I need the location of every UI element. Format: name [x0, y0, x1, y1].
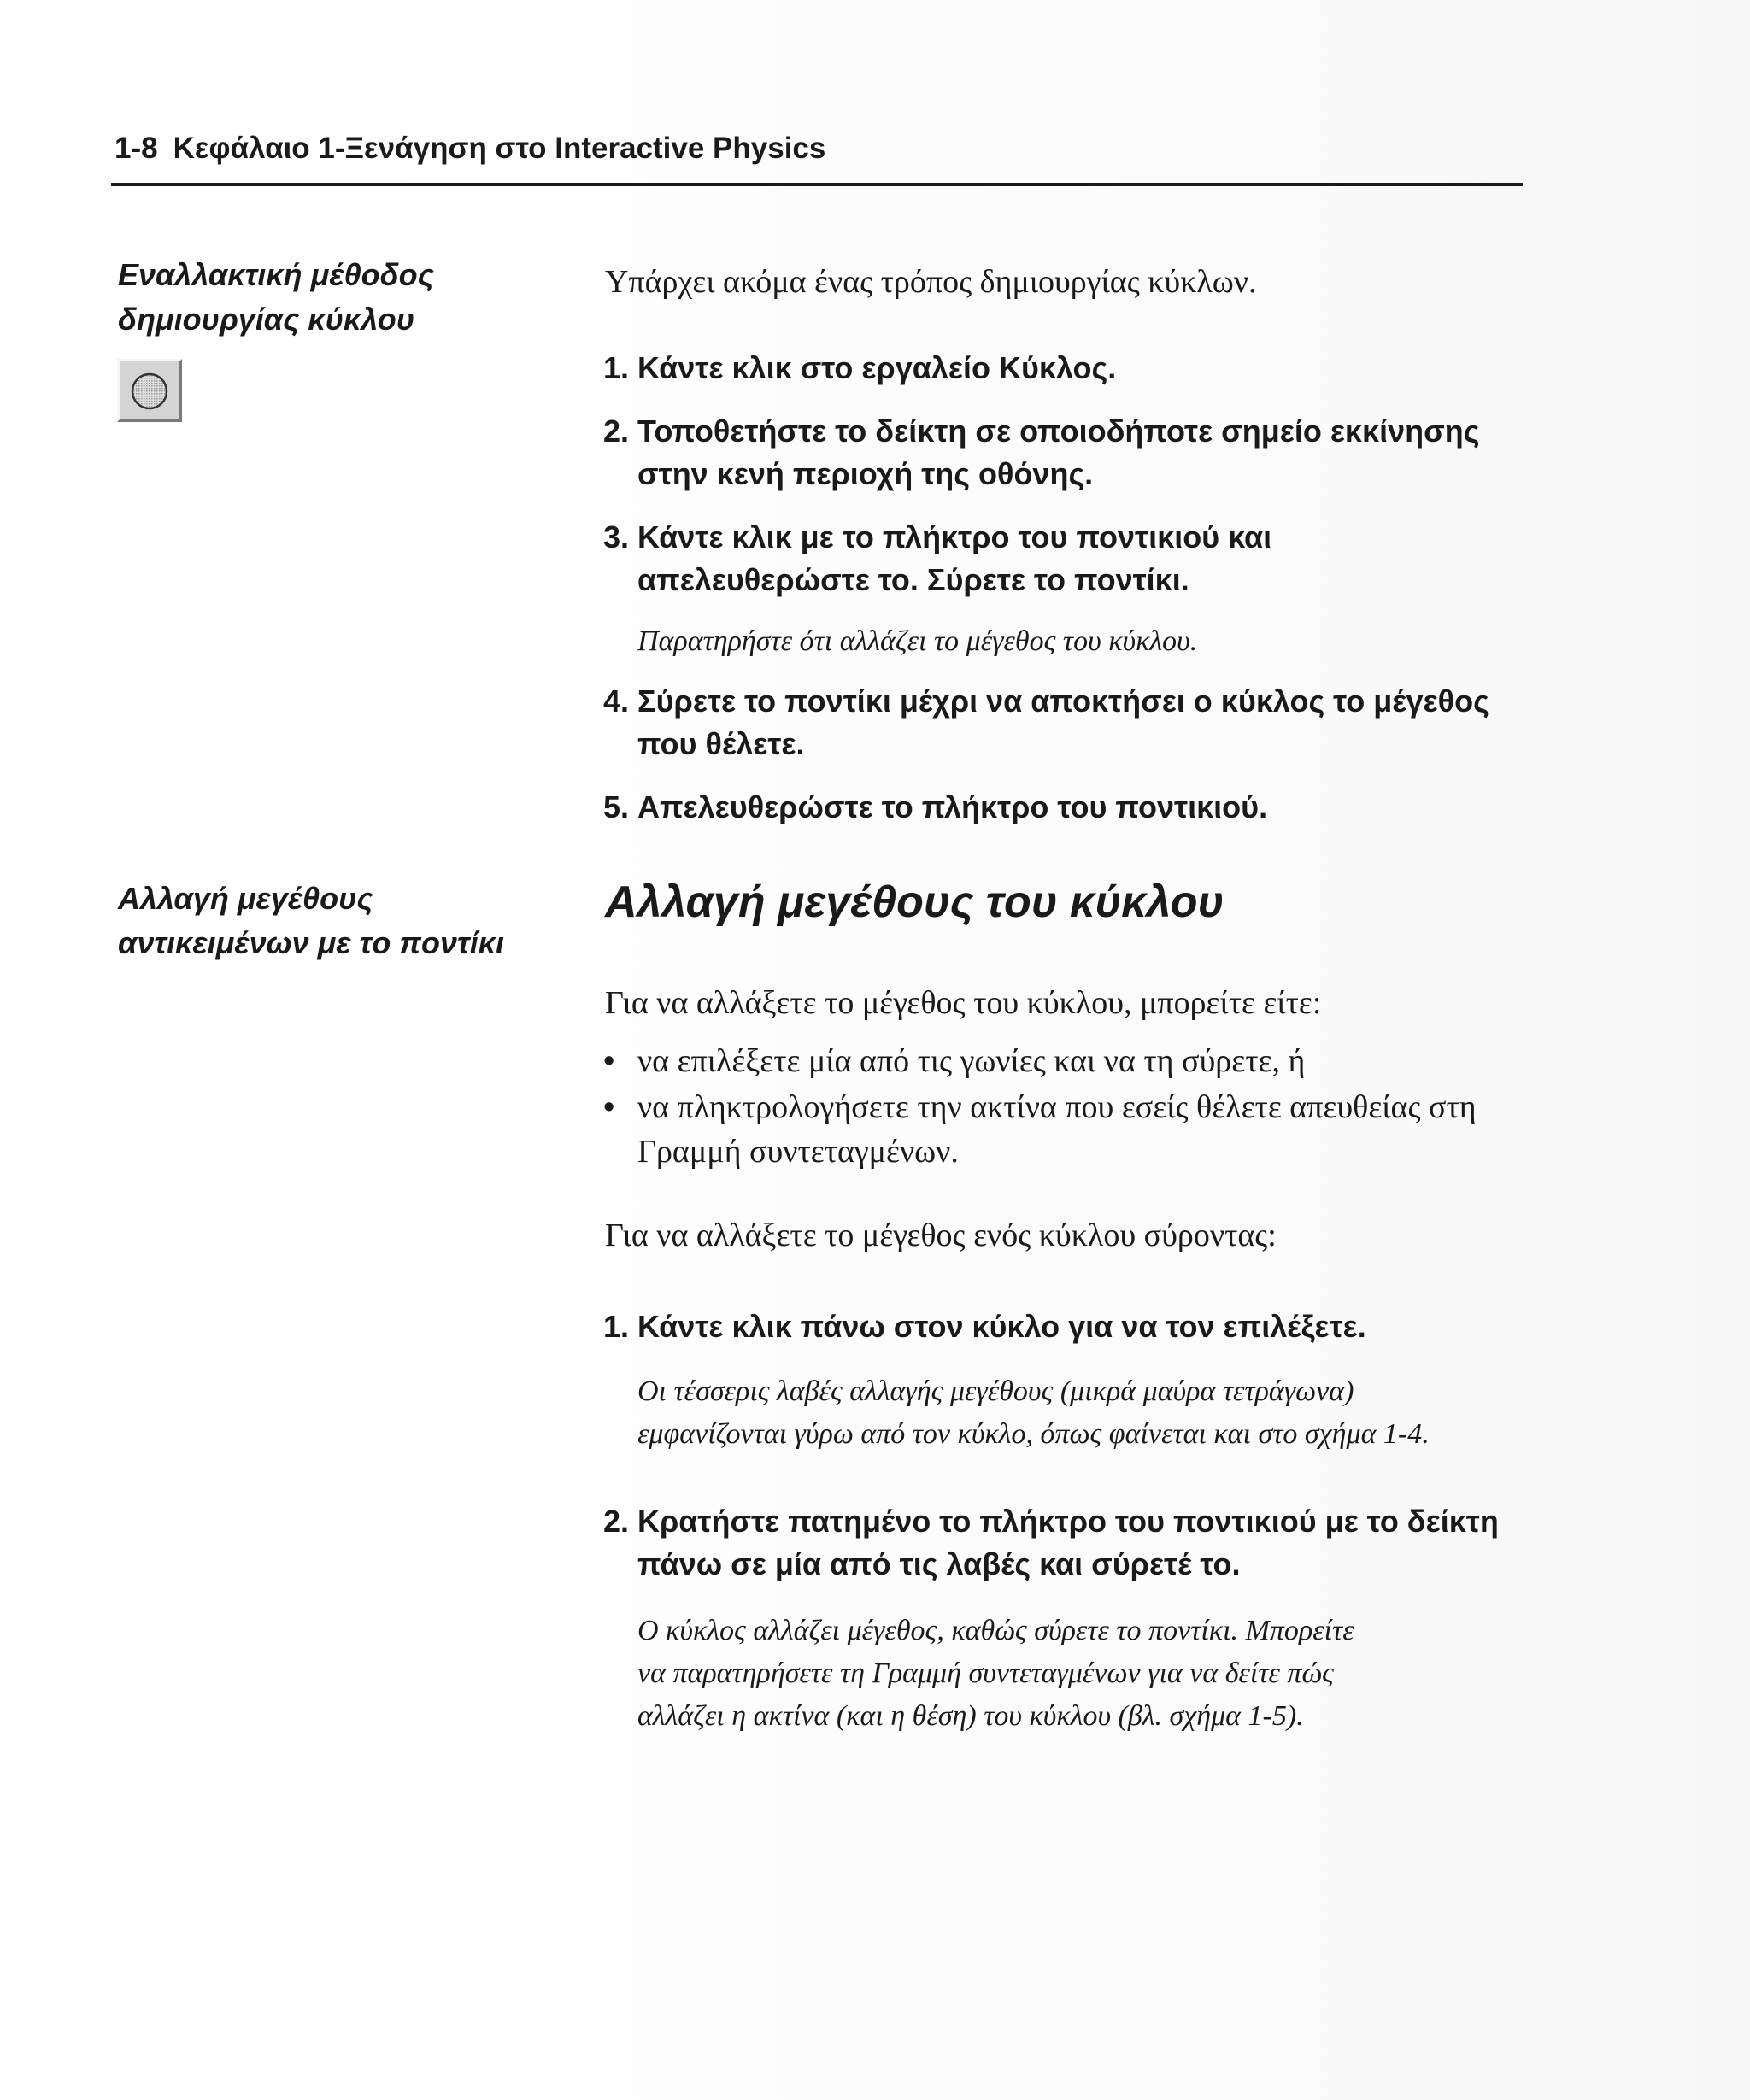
section1-step-3 [603, 516, 1271, 601]
section1-intro: Υπάρχει ακόμα ένας τρόπος δημιουργίας κύκλων. [605, 264, 1257, 300]
page-number: 1-8 [115, 132, 158, 165]
step-number: 4. [603, 683, 630, 719]
header-text [115, 132, 825, 166]
section2-note-step2 [637, 1610, 1354, 1738]
step-text: Κάντε κλικ στο εργαλείο Κύκλος. [637, 350, 1117, 385]
sidebar-note-alt-method [118, 253, 434, 342]
section1-step-5 [603, 786, 1267, 829]
step-text: στην κενή περιοχή της οθόνης. [637, 456, 1094, 491]
step-number: 1. [603, 1309, 630, 1344]
bullet-symbol: • [603, 1089, 615, 1125]
step-text: Κρατήστε πατημένο το πλήκτρο του ποντικιού με το δείκτη [637, 1504, 1499, 1539]
step-text: Σύρετε το ποντίκι μέχρι να αποκτήσει ο κύκλος το μέγεθος [637, 683, 1489, 719]
note-line: εμφανίζονται γύρω από τον κύκλο, όπως φαίνεται και στο σχήμα 1-4. [637, 1418, 1430, 1450]
step-number: 5. [603, 789, 630, 824]
section2-bullet-2 [603, 1085, 1477, 1174]
step-text: που θέλετε. [637, 726, 805, 761]
note-line: Ο κύκλος αλλάζει μέγεθος, καθώς σύρετε το ποντίκι. Μπορείτε [637, 1615, 1354, 1646]
bullet-symbol: • [603, 1043, 615, 1079]
section1-step-4 [603, 680, 1489, 766]
step-text: Κάντε κλικ με το πλήκτρο του ποντικιού και [637, 519, 1272, 554]
circle-tool-icon [117, 359, 182, 422]
step-number: 2. [603, 414, 630, 449]
section2-note-step1 [637, 1370, 1430, 1456]
chapter-title: Κεφάλαιο 1-Ξενάγηση στο Interactive Physics [173, 132, 826, 165]
section2-intro: Για να αλλάξετε το μέγεθος του κύκλου, μπορείτε είτε: [605, 985, 1322, 1021]
step-number: 1. [603, 350, 630, 385]
sidebar-note-line: Αλλαγή μεγέθους [118, 881, 373, 916]
section2-step-2 [603, 1500, 1499, 1586]
step-text: πάνω σε μία από τις λαβές και σύρετέ το. [637, 1546, 1241, 1581]
section2-bullet-1 [603, 1039, 1305, 1083]
step-number: 2. [603, 1504, 630, 1539]
section1-note-step3: Παρατηρήστε ότι αλλάζει το μέγεθος του κύκλου. [637, 625, 1198, 657]
section2-drag-intro: Για να αλλάξετε το μέγεθος ενός κύκλου σύροντας: [605, 1217, 1277, 1253]
note-line: να παρατηρήσετε τη Γραμμή συντεταγμένων για να δείτε πώς [637, 1657, 1334, 1689]
page-header [111, 128, 1523, 186]
sidebar-note-line: Εναλλακτική μέθοδος [118, 257, 434, 292]
step-text: Απελευθερώστε το πλήκτρο του ποντικιού. [637, 789, 1268, 824]
bullet-text: να πληκτρολογήσετε την ακτίνα που εσείς θέλετε απευθείας στη [637, 1089, 1477, 1125]
bullet-text: να επιλέξετε μία από τις γωνίες και να τη σύρετε, ή [637, 1043, 1306, 1079]
section1-step-1 [603, 347, 1116, 390]
step-text: Τοποθετήστε το δείκτη σε οποιοδήποτε σημείο εκκίνησης [637, 414, 1480, 449]
note-line: Οι τέσσερις λαβές αλλαγής μεγέθους (μικρά μαύρα τετράγωνα) [637, 1376, 1354, 1407]
note-line: αλλάζει η ακτίνα (και η θέση) του κύκλου (βλ. σχήμα 1-5). [637, 1700, 1304, 1732]
bullet-text: Γραμμή συντεταγμένων. [637, 1134, 959, 1170]
sidebar-note-line: αντικειμένων με το ποντίκι [118, 925, 505, 960]
section2-heading: Αλλαγή μεγέθους του κύκλου [605, 877, 1224, 927]
step-number: 3. [603, 519, 630, 554]
step-text: απελευθερώστε το. Σύρετε το ποντίκι. [637, 562, 1189, 597]
sidebar-note-resize [118, 877, 504, 965]
section2-step-1 [603, 1305, 1366, 1348]
section1-step-2 [603, 410, 1479, 496]
step-text: Κάντε κλικ πάνω στον κύκλο για να τον επιλέξετε. [637, 1309, 1366, 1344]
sidebar-note-line: δημιουργίας κύκλου [118, 302, 415, 337]
